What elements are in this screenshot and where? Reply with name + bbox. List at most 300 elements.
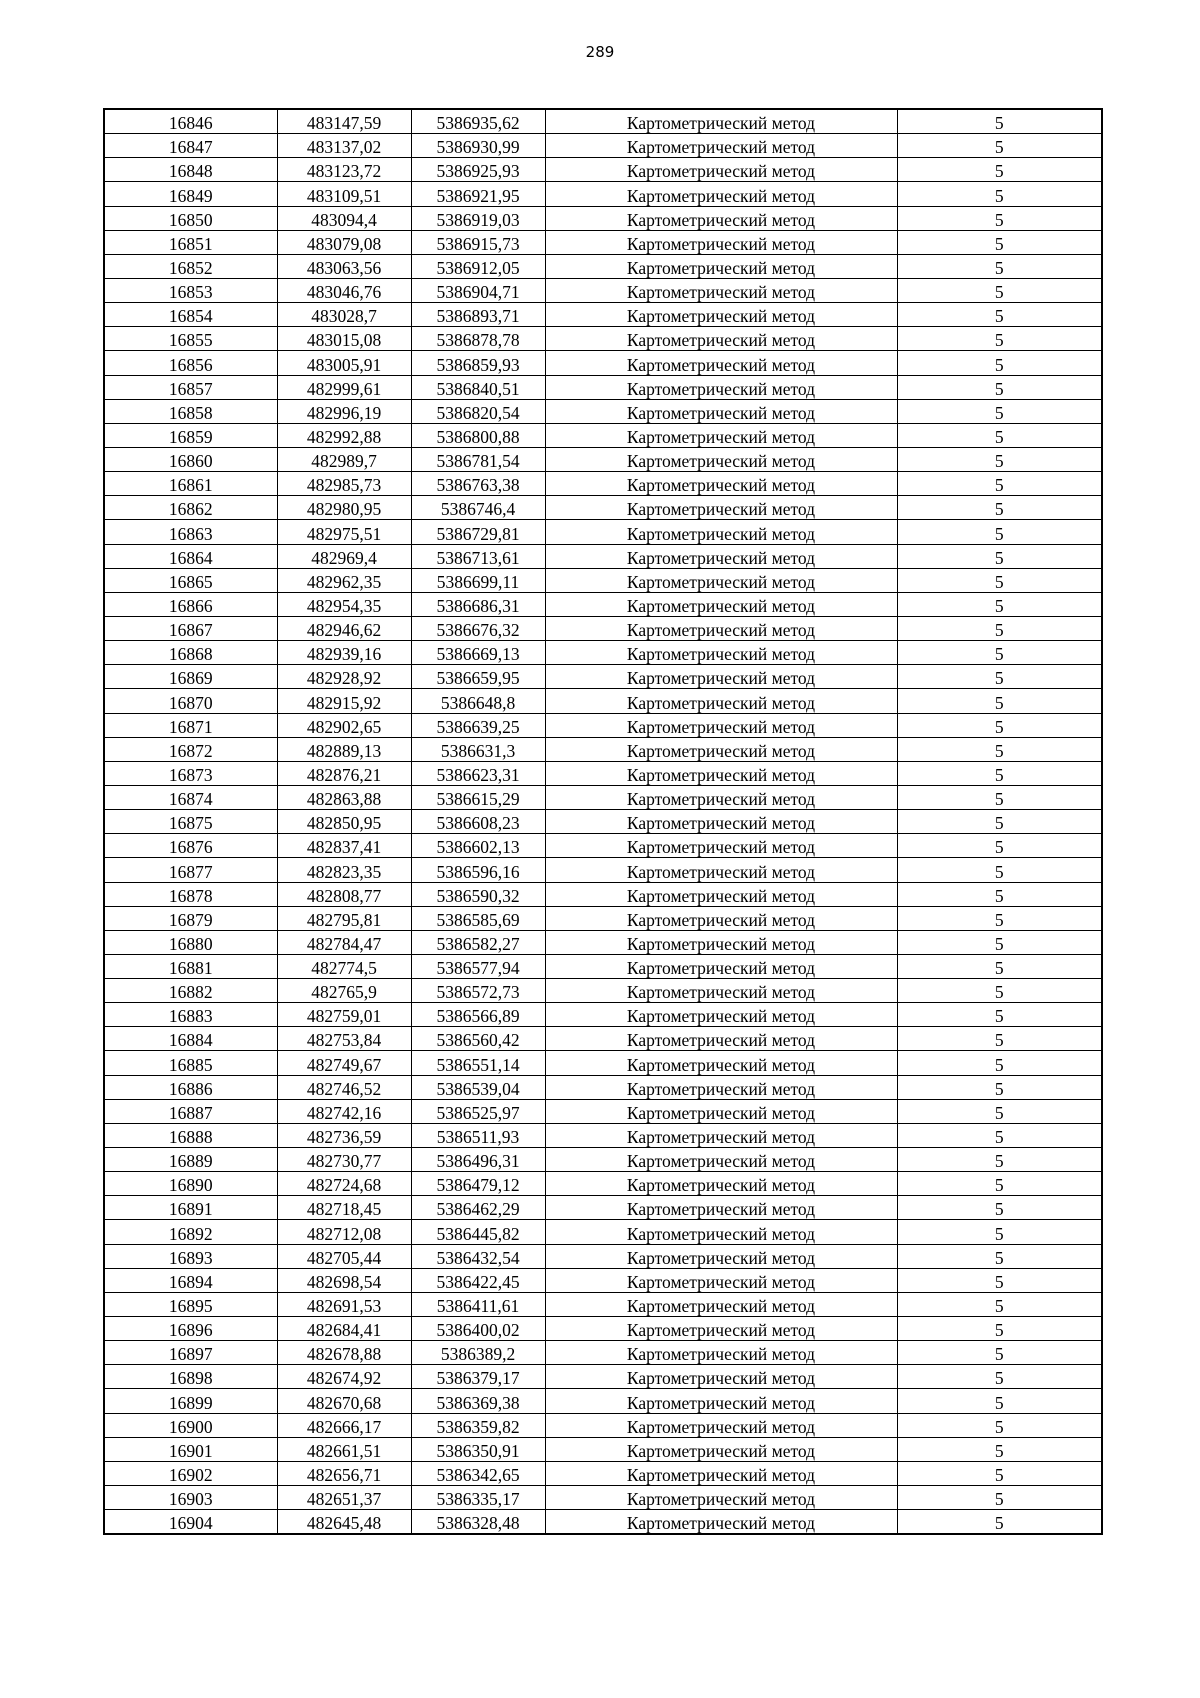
- y-coordinate-cell: 5386585,69: [411, 906, 545, 930]
- table-row: [104, 447, 1102, 471]
- method-cell: Картометрический метод: [545, 1075, 897, 1099]
- y-coordinate-cell: 5386925,93: [411, 158, 545, 182]
- y-coordinate-cell: 5386930,99: [411, 134, 545, 158]
- method-cell: Картометрический метод: [545, 520, 897, 544]
- table-row: [104, 109, 1102, 134]
- point-number-cell: 16881: [104, 954, 277, 978]
- table-row: [104, 1196, 1102, 1220]
- x-coordinate-cell: 482823,35: [277, 858, 411, 882]
- point-number-cell: 16847: [104, 134, 277, 158]
- table-row: [104, 423, 1102, 447]
- method-cell: Картометрический метод: [545, 1268, 897, 1292]
- y-coordinate-cell: 5386781,54: [411, 447, 545, 471]
- y-coordinate-cell: 5386596,16: [411, 858, 545, 882]
- y-coordinate-cell: 5386915,73: [411, 230, 545, 254]
- point-number-cell: 16858: [104, 399, 277, 423]
- method-cell: Картометрический метод: [545, 1148, 897, 1172]
- table-row: [104, 1172, 1102, 1196]
- point-number-cell: 16883: [104, 1003, 277, 1027]
- point-number-cell: 16872: [104, 737, 277, 761]
- y-coordinate-cell: 5386623,31: [411, 761, 545, 785]
- accuracy-cell: 5: [897, 1292, 1102, 1316]
- x-coordinate-cell: 482736,59: [277, 1123, 411, 1147]
- point-number-cell: 16852: [104, 254, 277, 278]
- accuracy-cell: 5: [897, 206, 1102, 230]
- accuracy-cell: 5: [897, 447, 1102, 471]
- accuracy-cell: 5: [897, 496, 1102, 520]
- table-row: [104, 134, 1102, 158]
- y-coordinate-cell: 5386566,89: [411, 1003, 545, 1027]
- y-coordinate-cell: 5386590,32: [411, 882, 545, 906]
- y-coordinate-cell: 5386904,71: [411, 278, 545, 302]
- x-coordinate-cell: 483005,91: [277, 351, 411, 375]
- table-row: [104, 496, 1102, 520]
- accuracy-cell: 5: [897, 1365, 1102, 1389]
- table-row: [104, 834, 1102, 858]
- accuracy-cell: 5: [897, 472, 1102, 496]
- x-coordinate-cell: 482749,67: [277, 1051, 411, 1075]
- accuracy-cell: 5: [897, 1003, 1102, 1027]
- method-cell: Картометрический метод: [545, 1365, 897, 1389]
- y-coordinate-cell: 5386572,73: [411, 979, 545, 1003]
- point-number-cell: 16894: [104, 1268, 277, 1292]
- table-row: [104, 882, 1102, 906]
- accuracy-cell: 5: [897, 1317, 1102, 1341]
- method-cell: Картометрический метод: [545, 399, 897, 423]
- table-row: [104, 713, 1102, 737]
- x-coordinate-cell: 482691,53: [277, 1292, 411, 1316]
- table-row: [104, 399, 1102, 423]
- y-coordinate-cell: 5386729,81: [411, 520, 545, 544]
- method-cell: Картометрический метод: [545, 858, 897, 882]
- accuracy-cell: 5: [897, 713, 1102, 737]
- x-coordinate-cell: 482718,45: [277, 1196, 411, 1220]
- x-coordinate-cell: 482698,54: [277, 1268, 411, 1292]
- accuracy-cell: 5: [897, 1510, 1102, 1535]
- accuracy-cell: 5: [897, 689, 1102, 713]
- method-cell: Картометрический метод: [545, 1099, 897, 1123]
- method-cell: Картометрический метод: [545, 954, 897, 978]
- point-number-cell: 16887: [104, 1099, 277, 1123]
- x-coordinate-cell: 483137,02: [277, 134, 411, 158]
- method-cell: Картометрический метод: [545, 1172, 897, 1196]
- x-coordinate-cell: 482850,95: [277, 810, 411, 834]
- method-cell: Картометрический метод: [545, 230, 897, 254]
- table-row: [104, 761, 1102, 785]
- accuracy-cell: 5: [897, 810, 1102, 834]
- point-number-cell: 16885: [104, 1051, 277, 1075]
- method-cell: Картометрический метод: [545, 1051, 897, 1075]
- accuracy-cell: 5: [897, 544, 1102, 568]
- table-row: [104, 351, 1102, 375]
- point-number-cell: 16884: [104, 1027, 277, 1051]
- y-coordinate-cell: 5386539,04: [411, 1075, 545, 1099]
- table-row: [104, 230, 1102, 254]
- point-number-cell: 16879: [104, 906, 277, 930]
- y-coordinate-cell: 5386496,31: [411, 1148, 545, 1172]
- table-row: [104, 930, 1102, 954]
- x-coordinate-cell: 482674,92: [277, 1365, 411, 1389]
- x-coordinate-cell: 483028,7: [277, 303, 411, 327]
- method-cell: Картометрический метод: [545, 206, 897, 230]
- x-coordinate-cell: 483094,4: [277, 206, 411, 230]
- accuracy-cell: 5: [897, 1196, 1102, 1220]
- y-coordinate-cell: 5386800,88: [411, 423, 545, 447]
- accuracy-cell: 5: [897, 1075, 1102, 1099]
- y-coordinate-cell: 5386639,25: [411, 713, 545, 737]
- accuracy-cell: 5: [897, 665, 1102, 689]
- point-number-cell: 16861: [104, 472, 277, 496]
- point-number-cell: 16851: [104, 230, 277, 254]
- x-coordinate-cell: 482705,44: [277, 1244, 411, 1268]
- method-cell: Картометрический метод: [545, 930, 897, 954]
- table-row: [104, 1244, 1102, 1268]
- method-cell: Картометрический метод: [545, 834, 897, 858]
- table-row: [104, 1148, 1102, 1172]
- accuracy-cell: 5: [897, 1027, 1102, 1051]
- accuracy-cell: 5: [897, 351, 1102, 375]
- method-cell: Картометрический метод: [545, 447, 897, 471]
- point-number-cell: 16898: [104, 1365, 277, 1389]
- x-coordinate-cell: 482753,84: [277, 1027, 411, 1051]
- method-cell: Картометрический метод: [545, 689, 897, 713]
- method-cell: Картометрический метод: [545, 496, 897, 520]
- x-coordinate-cell: 482712,08: [277, 1220, 411, 1244]
- method-cell: Картометрический метод: [545, 544, 897, 568]
- y-coordinate-cell: 5386763,38: [411, 472, 545, 496]
- y-coordinate-cell: 5386713,61: [411, 544, 545, 568]
- x-coordinate-cell: 482876,21: [277, 761, 411, 785]
- x-coordinate-cell: 482989,7: [277, 447, 411, 471]
- x-coordinate-cell: 482996,19: [277, 399, 411, 423]
- accuracy-cell: 5: [897, 520, 1102, 544]
- accuracy-cell: 5: [897, 1437, 1102, 1461]
- accuracy-cell: 5: [897, 1413, 1102, 1437]
- method-cell: Картометрический метод: [545, 713, 897, 737]
- x-coordinate-cell: 482939,16: [277, 641, 411, 665]
- method-cell: Картометрический метод: [545, 1317, 897, 1341]
- accuracy-cell: 5: [897, 954, 1102, 978]
- point-number-cell: 16886: [104, 1075, 277, 1099]
- accuracy-cell: 5: [897, 230, 1102, 254]
- table-row: [104, 1292, 1102, 1316]
- point-number-cell: 16900: [104, 1413, 277, 1437]
- x-coordinate-cell: 482724,68: [277, 1172, 411, 1196]
- table-row: [104, 954, 1102, 978]
- point-number-cell: 16870: [104, 689, 277, 713]
- table-row: [104, 182, 1102, 206]
- accuracy-cell: 5: [897, 834, 1102, 858]
- point-number-cell: 16856: [104, 351, 277, 375]
- table-row: [104, 592, 1102, 616]
- table-row: [104, 1341, 1102, 1365]
- point-number-cell: 16897: [104, 1341, 277, 1365]
- table-row: [104, 1268, 1102, 1292]
- x-coordinate-cell: 483015,08: [277, 327, 411, 351]
- x-coordinate-cell: 482742,16: [277, 1099, 411, 1123]
- x-coordinate-cell: 482678,88: [277, 1341, 411, 1365]
- y-coordinate-cell: 5386746,4: [411, 496, 545, 520]
- y-coordinate-cell: 5386615,29: [411, 785, 545, 809]
- accuracy-cell: 5: [897, 761, 1102, 785]
- point-number-cell: 16878: [104, 882, 277, 906]
- method-cell: Картометрический метод: [545, 1244, 897, 1268]
- y-coordinate-cell: 5386699,11: [411, 568, 545, 592]
- table-row: [104, 1437, 1102, 1461]
- accuracy-cell: 5: [897, 737, 1102, 761]
- point-number-cell: 16860: [104, 447, 277, 471]
- y-coordinate-cell: 5386551,14: [411, 1051, 545, 1075]
- point-number-cell: 16902: [104, 1461, 277, 1485]
- method-cell: Картометрический метод: [545, 134, 897, 158]
- table-row: [104, 810, 1102, 834]
- x-coordinate-cell: 482808,77: [277, 882, 411, 906]
- point-number-cell: 16855: [104, 327, 277, 351]
- coordinates-table-body: [104, 109, 1102, 1534]
- y-coordinate-cell: 5386389,2: [411, 1341, 545, 1365]
- y-coordinate-cell: 5386342,65: [411, 1461, 545, 1485]
- method-cell: Картометрический метод: [545, 423, 897, 447]
- method-cell: Картометрический метод: [545, 665, 897, 689]
- accuracy-cell: 5: [897, 592, 1102, 616]
- method-cell: Картометрический метод: [545, 109, 897, 134]
- method-cell: Картометрический метод: [545, 351, 897, 375]
- y-coordinate-cell: 5386676,32: [411, 616, 545, 640]
- y-coordinate-cell: 5386878,78: [411, 327, 545, 351]
- y-coordinate-cell: 5386350,91: [411, 1437, 545, 1461]
- method-cell: Картометрический метод: [545, 761, 897, 785]
- accuracy-cell: 5: [897, 858, 1102, 882]
- point-number-cell: 16892: [104, 1220, 277, 1244]
- table-row: [104, 1413, 1102, 1437]
- table-row: [104, 785, 1102, 809]
- method-cell: Картометрический метод: [545, 254, 897, 278]
- method-cell: Картометрический метод: [545, 472, 897, 496]
- method-cell: Картометрический метод: [545, 1123, 897, 1147]
- y-coordinate-cell: 5386919,03: [411, 206, 545, 230]
- x-coordinate-cell: 482863,88: [277, 785, 411, 809]
- method-cell: Картометрический метод: [545, 979, 897, 1003]
- point-number-cell: 16903: [104, 1486, 277, 1510]
- method-cell: Картометрический метод: [545, 1486, 897, 1510]
- x-coordinate-cell: 482928,92: [277, 665, 411, 689]
- point-number-cell: 16859: [104, 423, 277, 447]
- accuracy-cell: 5: [897, 1123, 1102, 1147]
- method-cell: Картометрический метод: [545, 568, 897, 592]
- x-coordinate-cell: 482774,5: [277, 954, 411, 978]
- y-coordinate-cell: 5386511,93: [411, 1123, 545, 1147]
- table-row: [104, 1510, 1102, 1535]
- y-coordinate-cell: 5386560,42: [411, 1027, 545, 1051]
- point-number-cell: 16893: [104, 1244, 277, 1268]
- method-cell: Картометрический метод: [545, 375, 897, 399]
- method-cell: Картометрический метод: [545, 906, 897, 930]
- point-number-cell: 16867: [104, 616, 277, 640]
- point-number-cell: 16890: [104, 1172, 277, 1196]
- table-row: [104, 278, 1102, 302]
- x-coordinate-cell: 482666,17: [277, 1413, 411, 1437]
- x-coordinate-cell: 482759,01: [277, 1003, 411, 1027]
- accuracy-cell: 5: [897, 1148, 1102, 1172]
- accuracy-cell: 5: [897, 1486, 1102, 1510]
- y-coordinate-cell: 5386445,82: [411, 1220, 545, 1244]
- table-row: [104, 665, 1102, 689]
- x-coordinate-cell: 482661,51: [277, 1437, 411, 1461]
- x-coordinate-cell: 482670,68: [277, 1389, 411, 1413]
- point-number-cell: 16853: [104, 278, 277, 302]
- accuracy-cell: 5: [897, 979, 1102, 1003]
- point-number-cell: 16901: [104, 1437, 277, 1461]
- method-cell: Картометрический метод: [545, 1413, 897, 1437]
- accuracy-cell: 5: [897, 1461, 1102, 1485]
- point-number-cell: 16875: [104, 810, 277, 834]
- table-row: [104, 327, 1102, 351]
- x-coordinate-cell: 482980,95: [277, 496, 411, 520]
- method-cell: Картометрический метод: [545, 1196, 897, 1220]
- method-cell: Картометрический метод: [545, 1027, 897, 1051]
- table-row: [104, 1365, 1102, 1389]
- method-cell: Картометрический метод: [545, 278, 897, 302]
- method-cell: Картометрический метод: [545, 1389, 897, 1413]
- table-row: [104, 1027, 1102, 1051]
- accuracy-cell: 5: [897, 1244, 1102, 1268]
- y-coordinate-cell: 5386400,02: [411, 1317, 545, 1341]
- x-coordinate-cell: 482656,71: [277, 1461, 411, 1485]
- y-coordinate-cell: 5386379,17: [411, 1365, 545, 1389]
- y-coordinate-cell: 5386525,97: [411, 1099, 545, 1123]
- table-row: [104, 1461, 1102, 1485]
- x-coordinate-cell: 482946,62: [277, 616, 411, 640]
- x-coordinate-cell: 482975,51: [277, 520, 411, 544]
- point-number-cell: 16864: [104, 544, 277, 568]
- page-number: 289: [585, 43, 615, 61]
- method-cell: Картометрический метод: [545, 158, 897, 182]
- accuracy-cell: 5: [897, 375, 1102, 399]
- method-cell: Картометрический метод: [545, 1341, 897, 1365]
- x-coordinate-cell: 483109,51: [277, 182, 411, 206]
- method-cell: Картометрический метод: [545, 1510, 897, 1535]
- method-cell: Картометрический метод: [545, 303, 897, 327]
- point-number-cell: 16891: [104, 1196, 277, 1220]
- table-row: [104, 616, 1102, 640]
- x-coordinate-cell: 482651,37: [277, 1486, 411, 1510]
- y-coordinate-cell: 5386686,31: [411, 592, 545, 616]
- x-coordinate-cell: 482837,41: [277, 834, 411, 858]
- y-coordinate-cell: 5386912,05: [411, 254, 545, 278]
- accuracy-cell: 5: [897, 1268, 1102, 1292]
- method-cell: Картометрический метод: [545, 810, 897, 834]
- accuracy-cell: 5: [897, 930, 1102, 954]
- point-number-cell: 16871: [104, 713, 277, 737]
- y-coordinate-cell: 5386859,93: [411, 351, 545, 375]
- table-row: [104, 1486, 1102, 1510]
- point-number-cell: 16880: [104, 930, 277, 954]
- y-coordinate-cell: 5386840,51: [411, 375, 545, 399]
- method-cell: Картометрический метод: [545, 182, 897, 206]
- accuracy-cell: 5: [897, 1172, 1102, 1196]
- method-cell: Картометрический метод: [545, 327, 897, 351]
- accuracy-cell: 5: [897, 303, 1102, 327]
- point-number-cell: 16899: [104, 1389, 277, 1413]
- x-coordinate-cell: 482795,81: [277, 906, 411, 930]
- accuracy-cell: 5: [897, 254, 1102, 278]
- table-row: [104, 158, 1102, 182]
- table-row: [104, 906, 1102, 930]
- point-number-cell: 16863: [104, 520, 277, 544]
- y-coordinate-cell: 5386935,62: [411, 109, 545, 134]
- accuracy-cell: 5: [897, 1099, 1102, 1123]
- accuracy-cell: 5: [897, 882, 1102, 906]
- x-coordinate-cell: 482746,52: [277, 1075, 411, 1099]
- y-coordinate-cell: 5386335,17: [411, 1486, 545, 1510]
- x-coordinate-cell: 482962,35: [277, 568, 411, 592]
- point-number-cell: 16889: [104, 1148, 277, 1172]
- method-cell: Картометрический метод: [545, 1220, 897, 1244]
- table-row: [104, 1003, 1102, 1027]
- table-row: [104, 979, 1102, 1003]
- x-coordinate-cell: 483063,56: [277, 254, 411, 278]
- x-coordinate-cell: 483123,72: [277, 158, 411, 182]
- point-number-cell: 16896: [104, 1317, 277, 1341]
- point-number-cell: 16868: [104, 641, 277, 665]
- x-coordinate-cell: 482992,88: [277, 423, 411, 447]
- x-coordinate-cell: 482902,65: [277, 713, 411, 737]
- y-coordinate-cell: 5386893,71: [411, 303, 545, 327]
- coordinates-table: [103, 108, 1103, 1535]
- x-coordinate-cell: 482985,73: [277, 472, 411, 496]
- y-coordinate-cell: 5386577,94: [411, 954, 545, 978]
- y-coordinate-cell: 5386369,38: [411, 1389, 545, 1413]
- method-cell: Картометрический метод: [545, 785, 897, 809]
- table-row: [104, 544, 1102, 568]
- y-coordinate-cell: 5386582,27: [411, 930, 545, 954]
- y-coordinate-cell: 5386328,48: [411, 1510, 545, 1535]
- method-cell: Картометрический метод: [545, 592, 897, 616]
- table-row: [104, 1099, 1102, 1123]
- x-coordinate-cell: 482999,61: [277, 375, 411, 399]
- point-number-cell: 16866: [104, 592, 277, 616]
- accuracy-cell: 5: [897, 158, 1102, 182]
- table-row: [104, 254, 1102, 278]
- table-row: [104, 1051, 1102, 1075]
- method-cell: Картометрический метод: [545, 1292, 897, 1316]
- method-cell: Картометрический метод: [545, 1003, 897, 1027]
- x-coordinate-cell: 483046,76: [277, 278, 411, 302]
- x-coordinate-cell: 482684,41: [277, 1317, 411, 1341]
- y-coordinate-cell: 5386631,3: [411, 737, 545, 761]
- point-number-cell: 16904: [104, 1510, 277, 1535]
- table-row: [104, 375, 1102, 399]
- table-row: [104, 206, 1102, 230]
- table-row: [104, 1317, 1102, 1341]
- x-coordinate-cell: 482765,9: [277, 979, 411, 1003]
- y-coordinate-cell: 5386411,61: [411, 1292, 545, 1316]
- point-number-cell: 16869: [104, 665, 277, 689]
- accuracy-cell: 5: [897, 399, 1102, 423]
- accuracy-cell: 5: [897, 182, 1102, 206]
- method-cell: Картометрический метод: [545, 737, 897, 761]
- point-number-cell: 16876: [104, 834, 277, 858]
- y-coordinate-cell: 5386659,95: [411, 665, 545, 689]
- y-coordinate-cell: 5386648,8: [411, 689, 545, 713]
- x-coordinate-cell: 482915,92: [277, 689, 411, 713]
- point-number-cell: 16857: [104, 375, 277, 399]
- x-coordinate-cell: 482889,13: [277, 737, 411, 761]
- method-cell: Картометрический метод: [545, 641, 897, 665]
- table-row: [104, 1220, 1102, 1244]
- point-number-cell: 16865: [104, 568, 277, 592]
- y-coordinate-cell: 5386462,29: [411, 1196, 545, 1220]
